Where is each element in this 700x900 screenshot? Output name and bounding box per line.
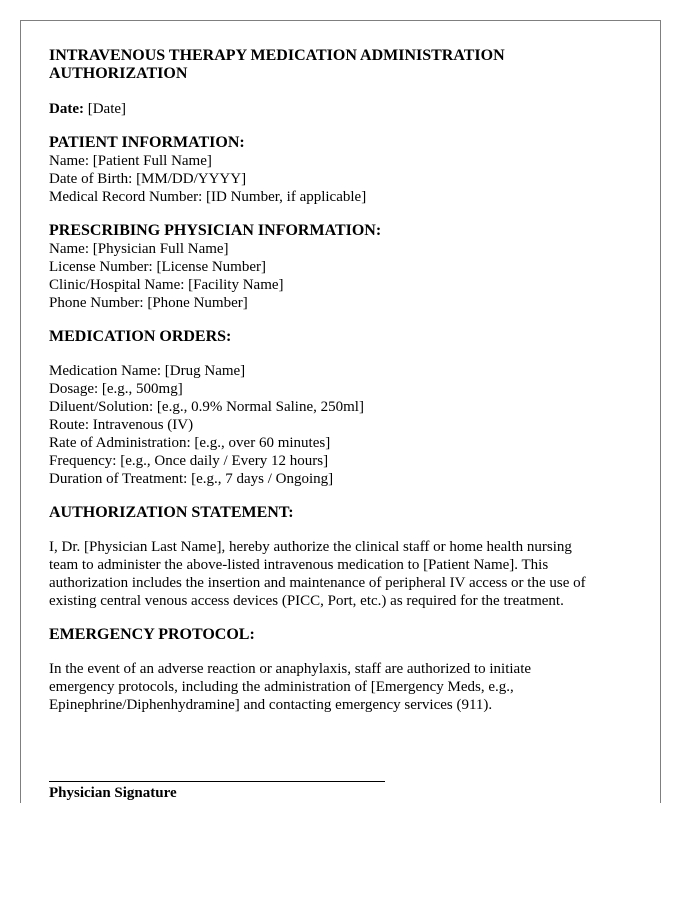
order-route-line: Route: Intravenous (IV) bbox=[49, 417, 194, 433]
emergency-section bbox=[49, 626, 639, 714]
authorization-text-line: team to administer the above-listed intravenous medication to [Patient Name]. This bbox=[49, 557, 549, 573]
document-body bbox=[49, 47, 639, 714]
orders-heading: MEDICATION ORDERS: bbox=[49, 328, 232, 345]
order-medication-line: Medication Name: [Drug Name] bbox=[49, 363, 246, 379]
signature-block bbox=[49, 781, 385, 802]
patient-heading: PATIENT INFORMATION: bbox=[49, 134, 245, 151]
physician-license-line: License Number: [License Number] bbox=[49, 259, 266, 275]
authorization-section bbox=[49, 504, 639, 610]
authorization-text-line: I, Dr. [Physician Last Name], hereby authorize the clinical staff or home health nursing bbox=[49, 539, 572, 555]
emergency-text-line: Epinephrine/Diphenhydramine] and contacting emergency services (911). bbox=[49, 697, 493, 713]
order-rate-line: Rate of Administration: [e.g., over 60 minutes] bbox=[49, 435, 331, 451]
authorization-text-line: authorization includes the insertion and maintenance of peripheral IV access or the use of bbox=[49, 575, 586, 591]
emergency-heading: EMERGENCY PROTOCOL: bbox=[49, 626, 255, 643]
emergency-text-line: In the event of an adverse reaction or anaphylaxis, staff are authorized to initiate bbox=[49, 661, 532, 677]
patient-name-line: Name: [Patient Full Name] bbox=[49, 153, 212, 169]
date-line bbox=[49, 100, 639, 118]
physician-name-line: Name: [Physician Full Name] bbox=[49, 241, 229, 257]
signature-line[interactable] bbox=[49, 781, 385, 782]
order-dosage-line: Dosage: [e.g., 500mg] bbox=[49, 381, 183, 397]
emergency-text-line: emergency protocols, including the administration of [Emergency Meds, e.g., bbox=[49, 679, 514, 695]
order-diluent-line: Diluent/Solution: [e.g., 0.9% Normal Saline, 250ml] bbox=[49, 399, 364, 415]
order-frequency-line: Frequency: [e.g., Once daily / Every 12 hours] bbox=[49, 453, 329, 469]
document-title: INTRAVENOUS THERAPY MEDICATION ADMINISTRATION AUTHORIZATION bbox=[49, 47, 505, 82]
physician-heading: PRESCRIBING PHYSICIAN INFORMATION: bbox=[49, 222, 382, 239]
patient-dob-line: Date of Birth: [MM/DD/YYYY] bbox=[49, 171, 247, 187]
patient-mrn-line: Medical Record Number: [ID Number, if applicable] bbox=[49, 189, 367, 205]
physician-section bbox=[49, 222, 639, 312]
signature-label: Physician Signature bbox=[49, 785, 177, 801]
date-label: Date: bbox=[49, 101, 84, 117]
patient-section bbox=[49, 134, 639, 206]
physician-facility-line: Clinic/Hospital Name: [Facility Name] bbox=[49, 277, 284, 293]
date-value: [Date] bbox=[87, 101, 127, 117]
authorization-text-line: existing central venous access devices (PICC, Port, etc.) as required for the treatment. bbox=[49, 593, 564, 609]
order-duration-line: Duration of Treatment: [e.g., 7 days / Ongoing] bbox=[49, 471, 334, 487]
authorization-heading: AUTHORIZATION STATEMENT: bbox=[49, 504, 294, 521]
orders-section bbox=[49, 328, 639, 488]
physician-phone-line: Phone Number: [Phone Number] bbox=[49, 295, 248, 311]
